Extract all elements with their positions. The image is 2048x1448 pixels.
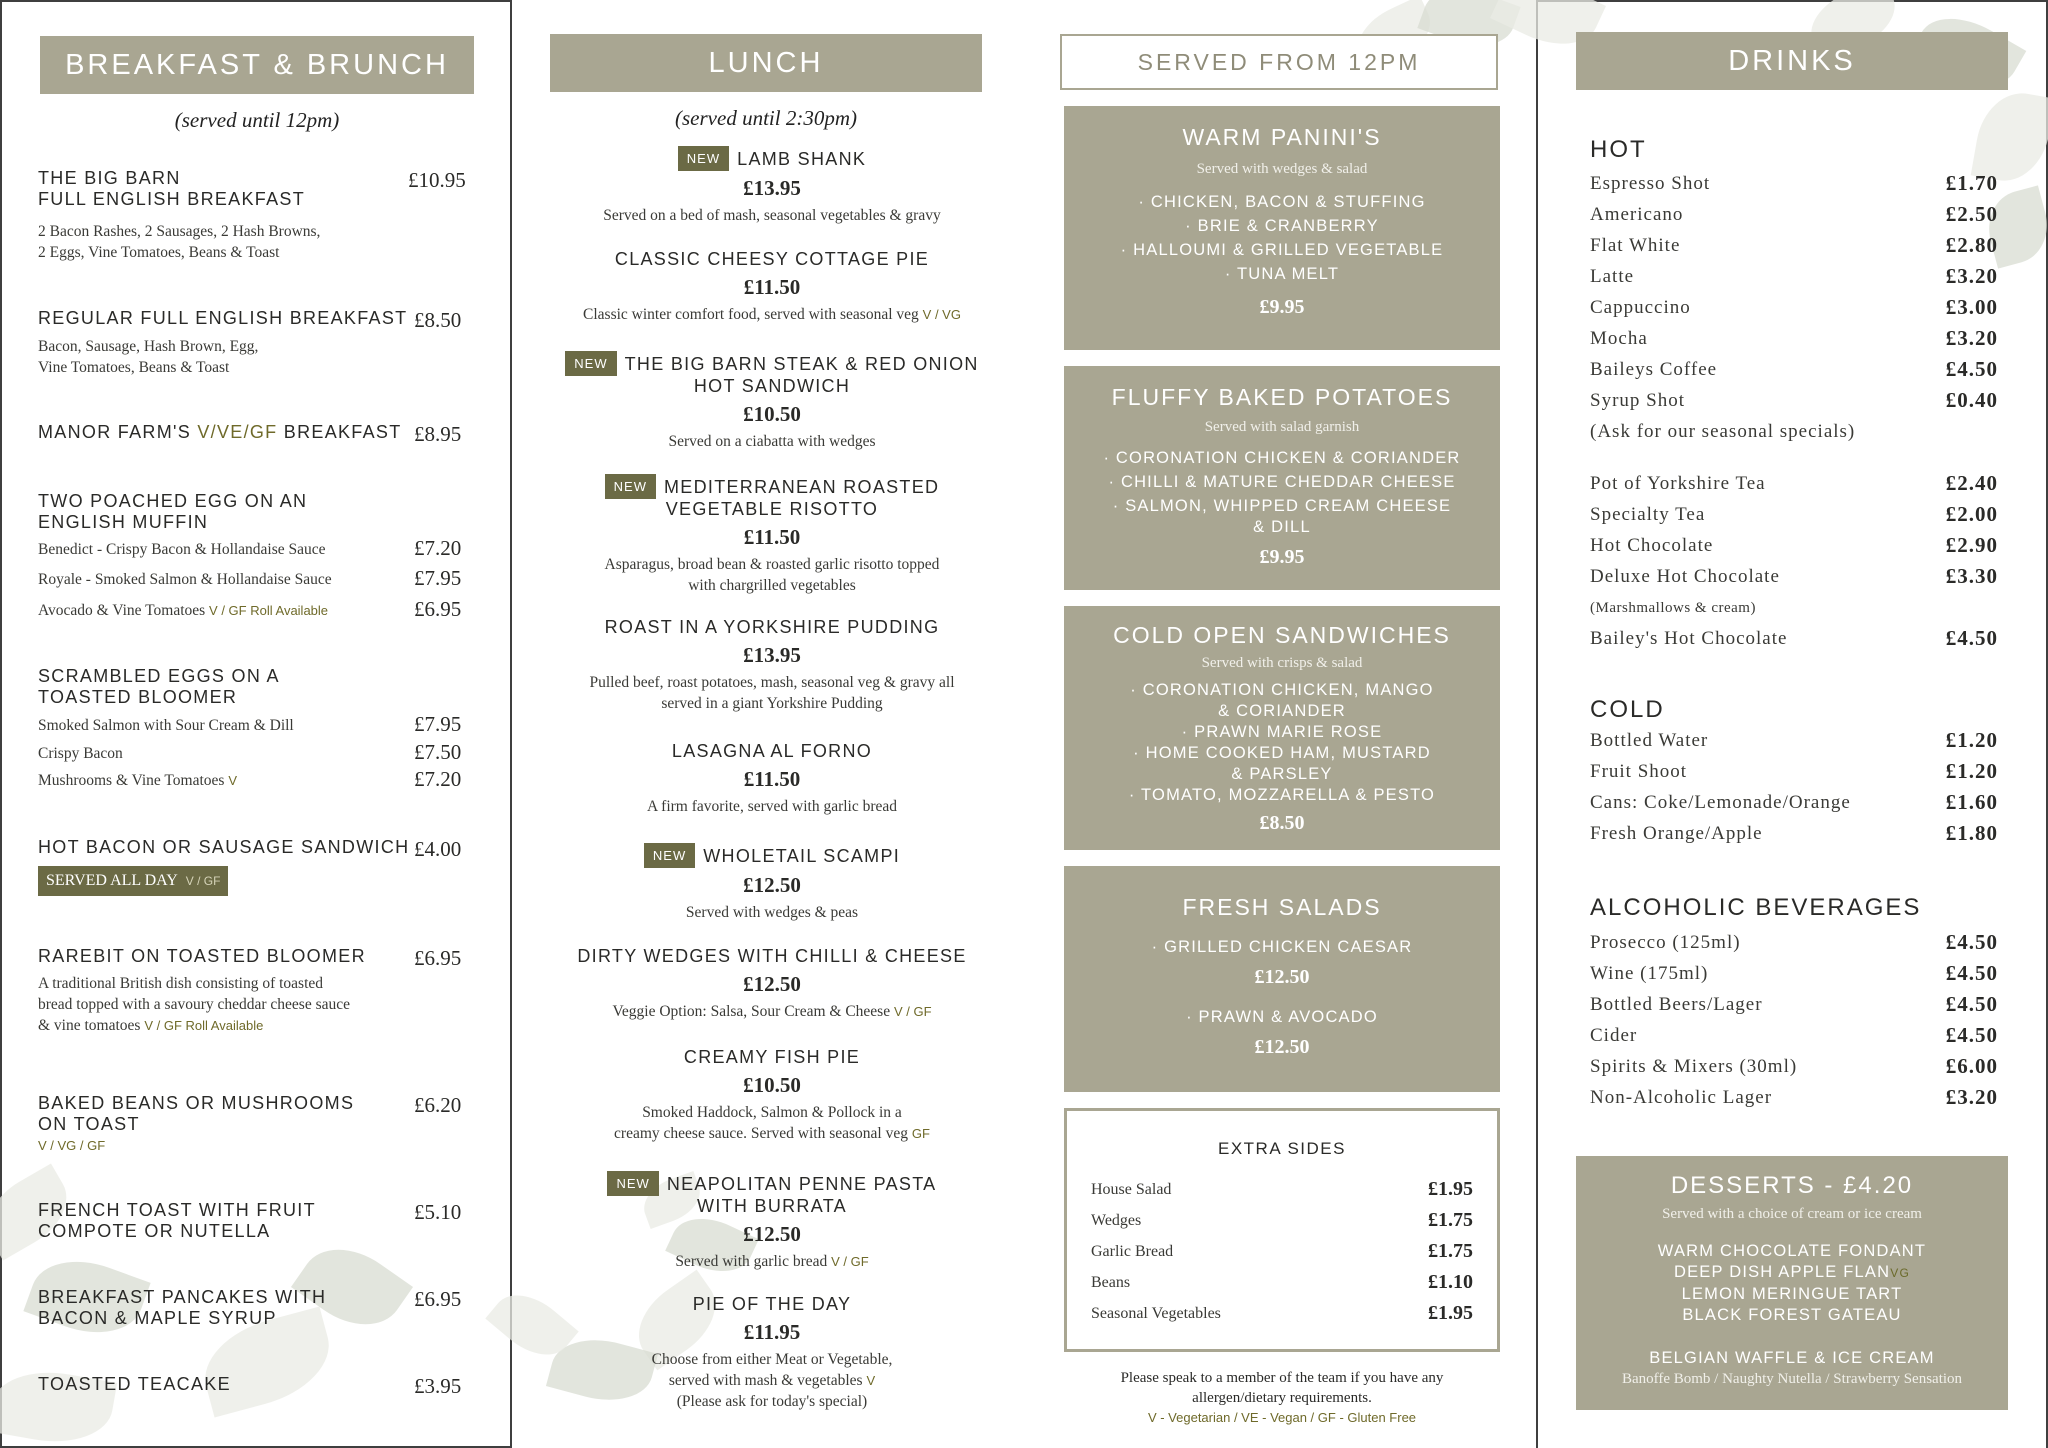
menu-item-price: £6.95 (414, 946, 462, 970)
side-row: House Salad £1.95 (1091, 1178, 1473, 1200)
breakfast-note: (served until 12pm) (174, 108, 340, 132)
menu-option: Smoked Salmon with Sour Cream & Dill (38, 717, 294, 734)
lunch-item-title: CREAMY FISH PIE (683, 1047, 861, 1067)
lunch-item-desc: A firm favorite, served with garlic bread (646, 798, 898, 815)
panel-option: & CORIANDER (1218, 702, 1346, 720)
panel-option: · GRILLED CHICKEN CAESAR (1151, 938, 1413, 956)
dietary-key: V - Vegetarian / VE - Vegan / GF - Gluten Free (1147, 1410, 1417, 1425)
lunch-item-title: LASAGNA AL FORNO (671, 741, 873, 761)
fresh-salads-panel (1064, 866, 1500, 1092)
panel-title: FLUFFY BAKED POTATOES (1111, 384, 1453, 410)
lunch-item-price: £11.50 (743, 767, 801, 791)
panel-option: · TOMATO, MOZZARELLA & PESTO (1128, 786, 1436, 804)
menu-option: Mushrooms & Vine Tomatoes V (38, 772, 237, 789)
menu-option: Benedict - Crispy Bacon & Hollandaise Sauce (38, 541, 326, 558)
panel-option: · TUNA MELT (1224, 265, 1340, 283)
potatoes-panel (1064, 366, 1500, 590)
lunch-item-title: NEW WHOLETAIL SCAMPI (552, 843, 992, 868)
lunch-item-price: £12.50 (743, 873, 801, 897)
panel-option: & DILL (1253, 518, 1311, 536)
drink-row: Espresso Shot £1.70 (1590, 171, 1998, 195)
menu-item-price: £7.95 (414, 712, 462, 736)
cold-sandwiches-panel (1064, 606, 1500, 850)
drinks-column (1536, 0, 2048, 1448)
lunch-item-desc: Classic winter comfort food, served with seasonal veg V / VG (583, 306, 961, 323)
menu-item-title: MANOR FARM'S V/VE/GF BREAKFAST (38, 422, 402, 442)
menu-item-price: £6.95 (414, 1287, 462, 1311)
menu-item-price: £6.20 (414, 1093, 462, 1117)
panel-title: COLD OPEN SANDWICHES (1113, 622, 1451, 648)
lunch-item-title: NEW NEAPOLITAN PENNE PASTA WITH BURRATA (552, 1171, 992, 1217)
lunch-item (552, 1047, 992, 1144)
desserts-subtitle: Served with a choice of cream or ice cream (1662, 1206, 1922, 1222)
side-row: Garlic Bread £1.75 (1091, 1240, 1473, 1262)
lunch-item-price: £10.50 (743, 402, 801, 426)
desserts-title: DESSERTS - £4.20 (1670, 1172, 1914, 1199)
drink-row: Deluxe Hot Chocolate £3.30 (1590, 564, 1998, 588)
drink-row: Flat White £2.80 (1590, 233, 1998, 257)
panel-option: · HALLOUMI & GRILLED VEGETABLE (1120, 241, 1444, 259)
lunch-item-desc: Served on a ciabatta with wedges (668, 433, 876, 450)
panel-subtitle: Served with salad garnish (1204, 419, 1360, 435)
lunch-item-desc: Veggie Option: Salsa, Sour Cream & Cheese V / GF (612, 1003, 932, 1020)
lunch-note: (served until 2:30pm) (675, 106, 857, 130)
menu-option: Crispy Bacon (38, 745, 123, 762)
menu-item-price: £7.20 (414, 767, 462, 791)
lunch-item-title: DIRTY WEDGES WITH CHILLI & CHEESE (577, 946, 967, 966)
lunch-item-title: PIE OF THE DAY (692, 1294, 852, 1314)
drink-row: Spirits & Mixers (30ml) £6.00 (1590, 1054, 1998, 1078)
panel-option: · HOME COOKED HAM, MUSTARD (1133, 744, 1431, 762)
drink-row: Americano £2.50 (1590, 202, 1998, 226)
hot-heading: HOT (1590, 136, 1647, 163)
menu-item-price: £5.10 (414, 1200, 462, 1224)
served-all-day-badge: SERVED ALL DAY V / GF (38, 866, 228, 896)
waffle-option: BELGIAN WAFFLE & ICE CREAM (1649, 1349, 1935, 1367)
panel-subtitle: Served with wedges & salad (1196, 161, 1368, 177)
lunch-item-desc: Served with wedges & peas (685, 904, 859, 921)
lunch-item-desc: Served on a bed of mash, seasonal vegetables & gravy (603, 207, 941, 224)
panel-title: FRESH SALADS (1182, 894, 1382, 920)
drink-row: Latte £3.20 (1590, 264, 1998, 288)
lunch-item (552, 146, 992, 226)
lunch-item-price: £10.50 (743, 1073, 801, 1097)
menu-item-price: £10.95 (408, 168, 466, 192)
served-from-12pm-title: SERVED FROM 12PM (1137, 49, 1421, 75)
lunch-item-desc: Asparagus, broad bean & roasted garlic risotto topped with chargrilled vegetables (604, 556, 940, 594)
lunch-title: LUNCH (708, 47, 824, 79)
lunch-item (552, 946, 992, 1022)
menu-option: Royale - Smoked Salmon & Hollandaise Sauce (38, 571, 332, 588)
lunch-item-desc: Choose from either Meat or Vegetable, served with mash & vegetables V (Please ask for today's special) (651, 1351, 893, 1410)
drink-row: Hot Chocolate £2.90 (1590, 533, 1998, 557)
lunch-item-price: £11.50 (743, 525, 801, 549)
lunch-item-title: NEW LAMB SHANK (552, 146, 992, 171)
panel-option: · CORONATION CHICKEN & CORIANDER (1103, 449, 1461, 467)
menu-item-title: REGULAR FULL ENGLISH BREAKFAST (38, 308, 408, 328)
cold-heading: COLD (1590, 696, 1665, 723)
new-badge: NEW (605, 474, 656, 499)
drink-row: Wine (175ml) £4.50 (1590, 961, 1998, 985)
menu-item-price: £7.95 (414, 566, 462, 590)
lunch-column (512, 0, 1024, 1448)
panel-option: · PRAWN MARIE ROSE (1181, 723, 1383, 741)
drink-row: Baileys Coffee £4.50 (1590, 357, 1998, 381)
served-from-12pm-column (1024, 0, 1536, 1448)
desserts-panel (1576, 1156, 2008, 1410)
drink-row: Specialty Tea £2.00 (1590, 502, 1998, 526)
new-badge: NEW (607, 1171, 658, 1196)
lunch-item-title: ROAST IN A YORKSHIRE PUDDING (604, 617, 940, 637)
menu-item-price: £6.95 (414, 597, 462, 621)
panini-panel (1064, 106, 1500, 350)
menu-item-price: £7.50 (414, 740, 462, 764)
panel-option: & PARSLEY (1231, 765, 1333, 783)
breakfast-column (0, 0, 512, 1448)
drink-row: Mocha £3.20 (1590, 326, 1998, 350)
menu-item-desc: A traditional British dish consisting of toasted bread topped with a savoury cheddar cheese sauce & vine tomatoes V / GF Roll Available (38, 975, 351, 1034)
lunch-item (552, 1294, 992, 1412)
drink-row: Prosecco (125ml) £4.50 (1590, 930, 1998, 954)
menu-item-title: TOASTED TEACAKE (38, 1374, 231, 1394)
menu-item-desc: Bacon, Sausage, Hash Brown, Egg, Vine Tomatoes, Beans & Toast (38, 338, 259, 376)
menu-item-title: HOT BACON OR SAUSAGE SANDWICH (38, 837, 410, 857)
drink-row: Syrup Shot £0.40 (1590, 388, 1998, 412)
lunch-item-title: NEW THE BIG BARN STEAK & RED ONION HOT SANDWICH (552, 351, 992, 397)
menu-item-desc: 2 Bacon Rashes, 2 Sausages, 2 Hash Browns, 2 Eggs, Vine Tomatoes, Beans & Toast (38, 223, 321, 261)
marshmallows-note: (Marshmallows & cream) (1590, 600, 1756, 616)
panel-option: · SALMON, WHIPPED CREAM CHEESE (1112, 497, 1452, 515)
dietary-tag: V / VG / GF (38, 1138, 106, 1153)
lunch-item-price: £13.95 (743, 643, 801, 667)
panel-option: · CORONATION CHICKEN, MANGO (1130, 681, 1434, 699)
panel-price: £8.50 (1259, 812, 1305, 834)
menu-item-price: £3.95 (414, 1374, 462, 1398)
lunch-item-price: £13.95 (743, 176, 801, 200)
new-badge: NEW (565, 351, 616, 376)
side-row: Beans £1.10 (1091, 1271, 1473, 1293)
drinks-title: DRINKS (1728, 45, 1856, 77)
lunch-item-desc: Smoked Haddock, Salmon & Pollock in a creamy cheese sauce. Served with seasonal veg GF (614, 1104, 930, 1142)
allergen-note: Please speak to a member of the team if you have any allergen/dietary requirements. (1120, 1370, 1444, 1406)
drink-row: Fresh Orange/Apple £1.80 (1590, 821, 1998, 845)
lunch-item (552, 741, 992, 817)
seasonal-note: (Ask for our seasonal specials) (1590, 421, 1856, 442)
dessert-option: LEMON MERINGUE TART (1681, 1285, 1903, 1303)
menu-item-title: BAKED BEANS OR MUSHROOMS ON TOAST (38, 1093, 355, 1134)
menu-item-title: FRENCH TOAST WITH FRUIT COMPOTE OR NUTELLA (38, 1200, 316, 1241)
lunch-item-title: NEW MEDITERRANEAN ROASTED VEGETABLE RISOTTO (552, 474, 992, 520)
drink-row: Cappuccino £3.00 (1590, 295, 1998, 319)
panel-option: · PRAWN & AVOCADO (1186, 1008, 1378, 1026)
extra-sides-box (1064, 1108, 1500, 1352)
panel-price: £12.50 (1254, 1036, 1310, 1058)
menu-item-price: £4.00 (414, 837, 462, 861)
lunch-item-desc: Pulled beef, roast potatoes, mash, seasonal veg & gravy all served in a giant Yorkshire Pudding (589, 674, 955, 712)
drink-row: Non-Alcoholic Lager £3.20 (1590, 1085, 1998, 1109)
panel-price: £12.50 (1254, 966, 1310, 988)
drink-row: Pot of Yorkshire Tea £2.40 (1590, 471, 1998, 495)
drink-row: Bailey's Hot Chocolate £4.50 (1590, 626, 1998, 650)
breakfast-title: BREAKFAST & BRUNCH (65, 49, 449, 81)
panel-price: £9.95 (1259, 296, 1305, 318)
lunch-item (552, 474, 992, 596)
menu-item-title: RAREBIT ON TOASTED BLOOMER (38, 946, 366, 966)
dessert-option: WARM CHOCOLATE FONDANT (1657, 1242, 1927, 1260)
panel-subtitle: Served with crisps & salad (1201, 655, 1363, 671)
panel-option: · BRIE & CRANBERRY (1185, 217, 1379, 235)
panel-title: WARM PANINI'S (1182, 124, 1382, 150)
waffle-flavours: Banoffe Bomb / Naughty Nutella / Strawberry Sensation (1621, 1371, 1963, 1387)
dessert-option: BLACK FOREST GATEAU (1682, 1306, 1902, 1324)
drink-row: Cans: Coke/Lemonade/Orange £1.60 (1590, 790, 1998, 814)
new-badge: NEW (644, 843, 695, 868)
lunch-item-price: £11.50 (743, 275, 801, 299)
side-row: Seasonal Vegetables £1.95 (1091, 1302, 1473, 1324)
menu-item-price: £8.50 (414, 308, 462, 332)
lunch-item-price: £12.50 (743, 972, 801, 996)
drink-row: Cider £4.50 (1590, 1023, 1998, 1047)
new-badge: NEW (678, 146, 729, 171)
menu-item-title: THE BIG BARN FULL ENGLISH BREAKFAST (38, 168, 306, 209)
lunch-item-desc: Served with garlic bread V / GF (675, 1253, 869, 1270)
lunch-item (552, 249, 992, 325)
lunch-item (552, 351, 992, 452)
panel-price: £9.95 (1259, 546, 1305, 568)
panel-option: · CHICKEN, BACON & STUFFING (1138, 193, 1426, 211)
alcoholic-heading: ALCOHOLIC BEVERAGES (1590, 894, 1922, 921)
menu-item-title: SCRAMBLED EGGS ON A TOASTED BLOOMER (38, 666, 280, 707)
lunch-item (552, 617, 992, 714)
drink-row: Bottled Beers/Lager £4.50 (1590, 992, 1998, 1016)
extra-sides-title: EXTRA SIDES (1218, 1139, 1346, 1158)
lunch-banner (550, 34, 982, 92)
lunch-item (552, 1171, 992, 1272)
dessert-option: DEEP DISH APPLE FLANVG (1673, 1263, 1911, 1281)
served-from-12pm-banner (1060, 34, 1498, 90)
drinks-banner (1576, 32, 2008, 90)
drink-row: Bottled Water £1.20 (1590, 728, 1998, 752)
lunch-item (552, 843, 992, 923)
menu-item-title: BREAKFAST PANCAKES WITH BACON & MAPLE SYRUP (38, 1287, 327, 1328)
menu-item-price: £7.20 (414, 536, 462, 560)
lunch-item-price: £11.95 (743, 1320, 801, 1344)
side-row: Wedges £1.75 (1091, 1209, 1473, 1231)
lunch-item-title: CLASSIC CHEESY COTTAGE PIE (614, 249, 930, 269)
menu-option: Avocado & Vine Tomatoes V / GF Roll Available (38, 602, 329, 619)
lunch-item-price: £12.50 (743, 1222, 801, 1246)
drink-row: Fruit Shoot £1.20 (1590, 759, 1998, 783)
menu-item-price: £8.95 (414, 422, 462, 446)
menu-item-title: TWO POACHED EGG ON AN ENGLISH MUFFIN (38, 491, 308, 532)
panel-option: · CHILLI & MATURE CHEDDAR CHEESE (1108, 473, 1456, 491)
breakfast-banner (40, 36, 474, 94)
